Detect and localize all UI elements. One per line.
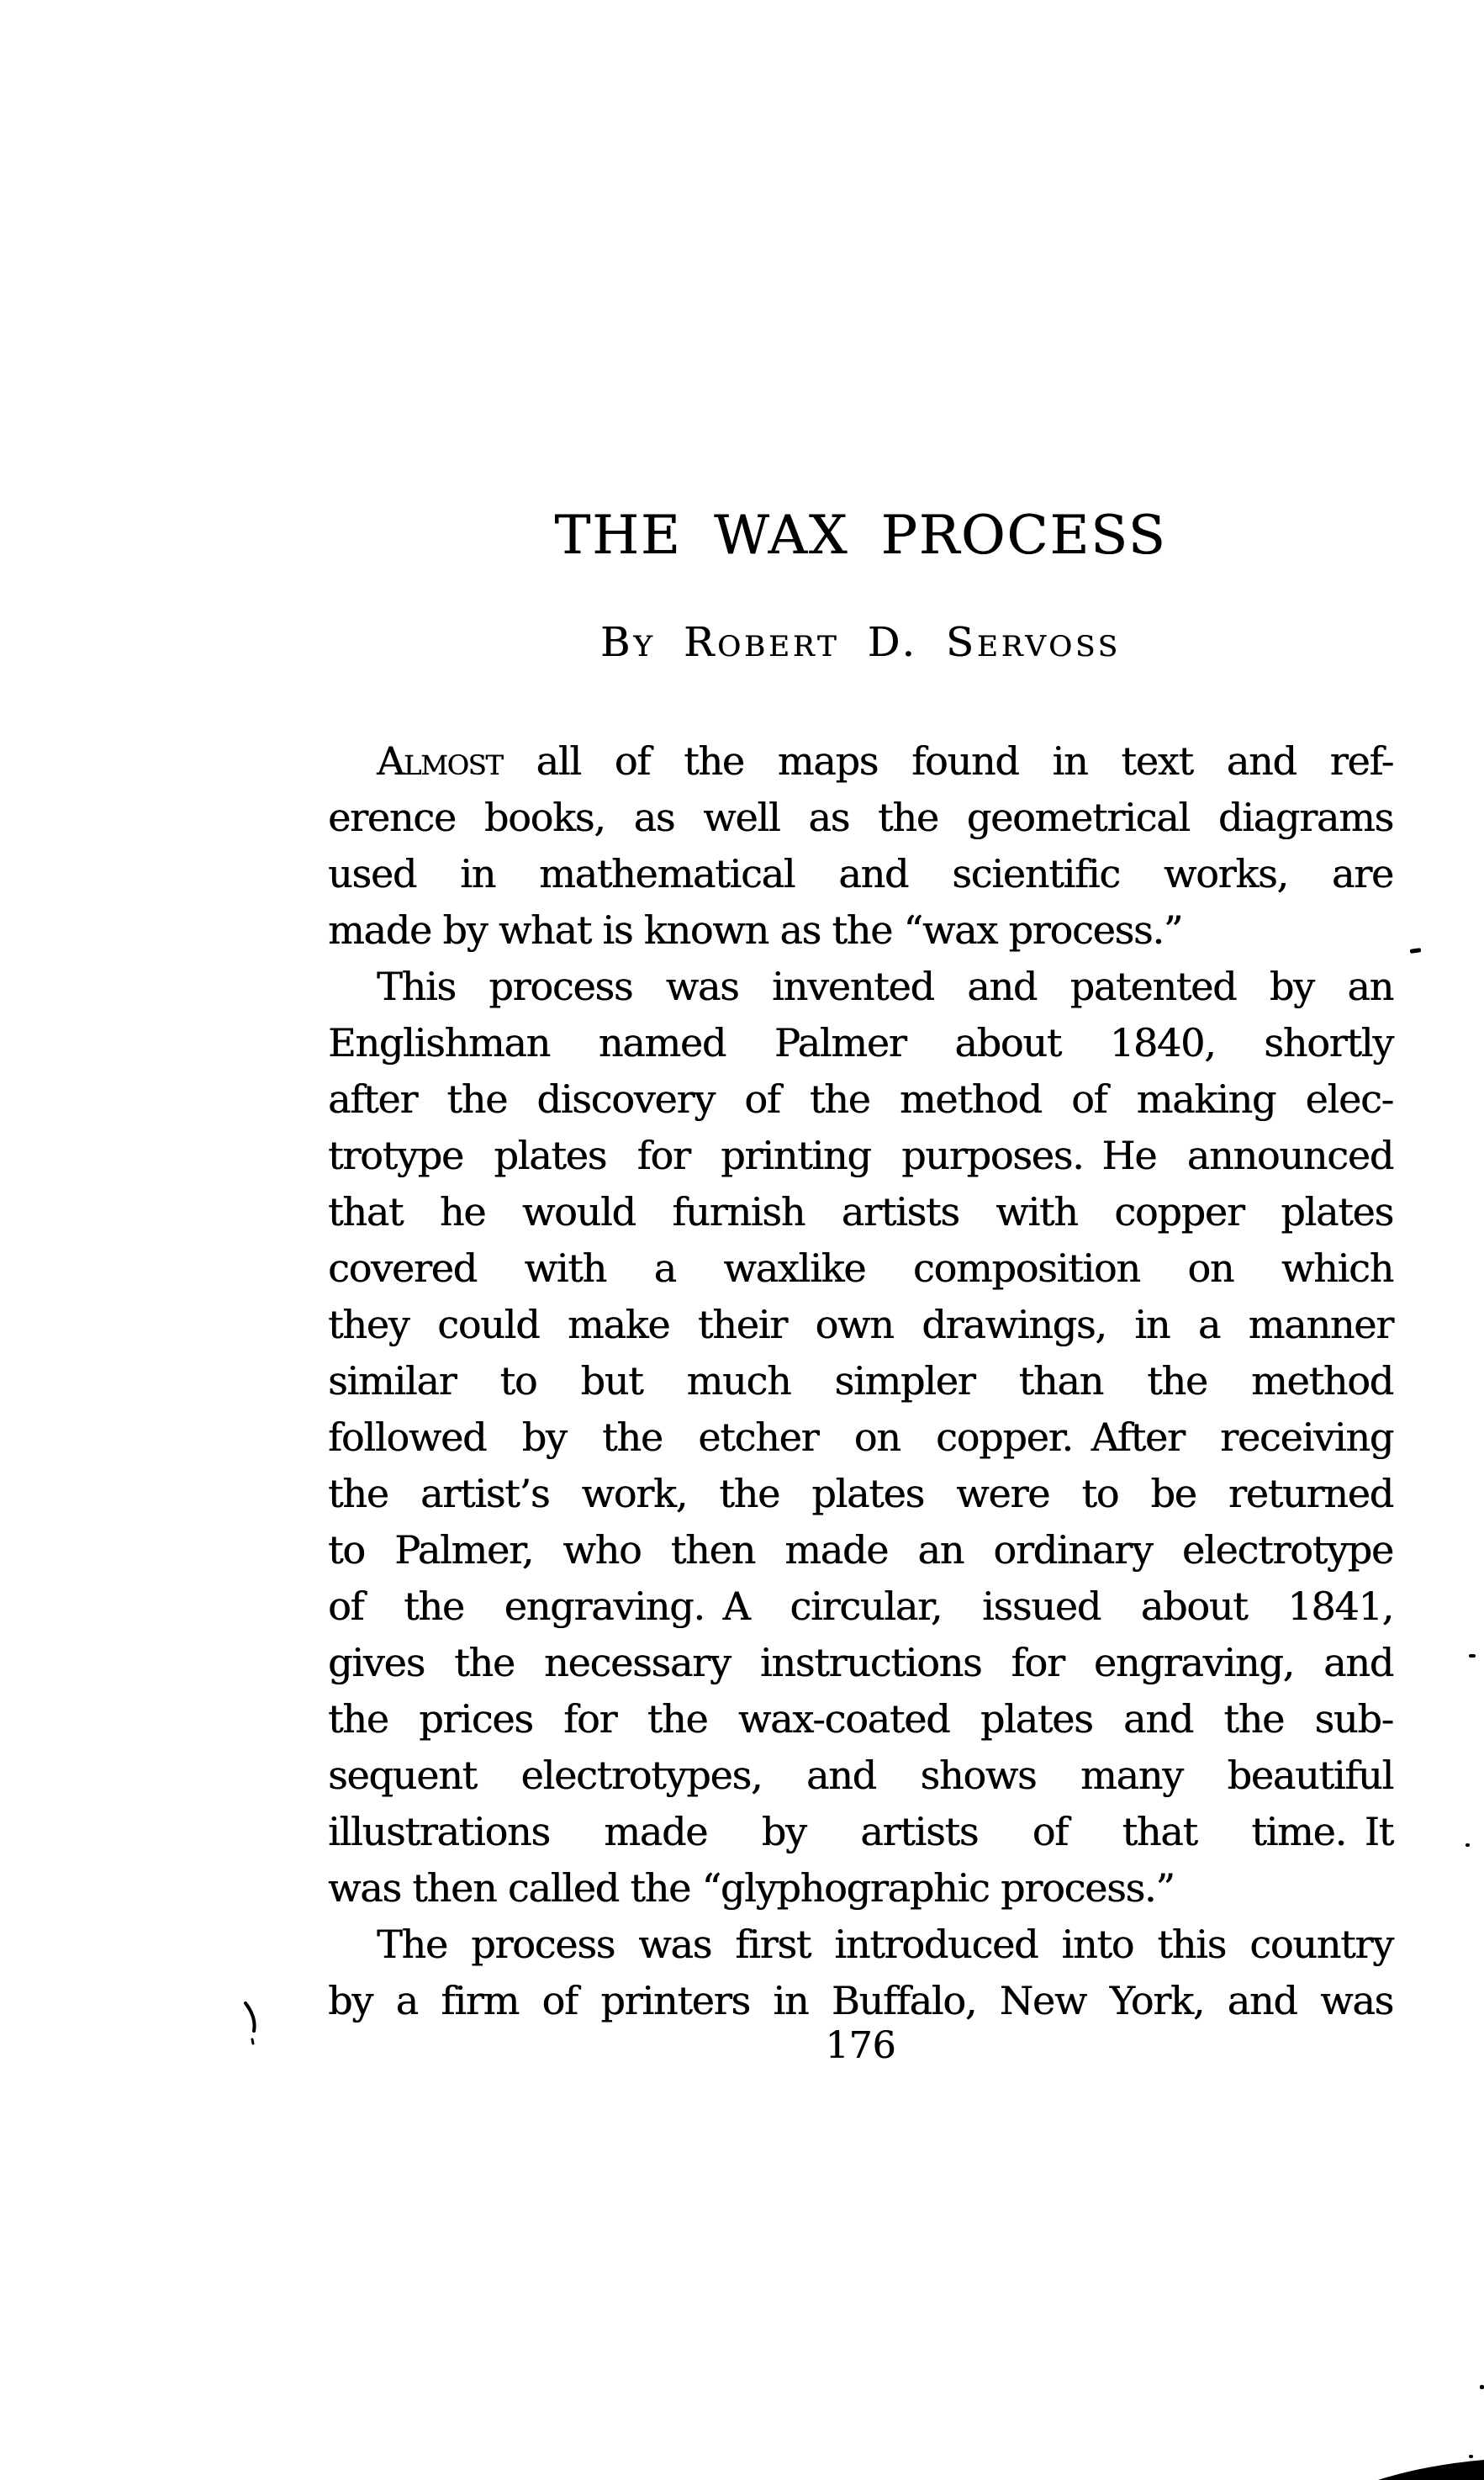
text-line: followed by the etcher on copper. After receiving (328, 1414, 1393, 1460)
text-line: The process was first introduced into this country (377, 1922, 1393, 1967)
text-line: sequent electrotypes, and shows many beautiful (328, 1753, 1393, 1798)
text-line: trotype plates for printing purposes. He announced (328, 1133, 1393, 1178)
text-line: the prices for the wax-coated plates and the sub- (328, 1696, 1393, 1742)
text-line: illustrations made by artists of that time. It (328, 1809, 1393, 1854)
text-line: to Palmer, who then made an ordinary electrotype (328, 1527, 1393, 1573)
text-line: Almost all of the maps found in text and ref- (377, 738, 1393, 784)
text-line: erence books, as well as the geometrical diagrams (328, 795, 1393, 840)
ink-speck (1469, 1654, 1476, 1658)
text-line: covered with a waxlike composition on which (328, 1245, 1393, 1291)
ink-speck (1466, 1843, 1470, 1847)
page-number: 176 (825, 2024, 896, 2067)
ink-speck (1480, 2385, 1484, 2389)
body-text (328, 733, 1393, 2029)
text-line: they could make their own drawings, in a manner (328, 1302, 1393, 1347)
text-line: used in mathematical and scientific works, are (328, 851, 1393, 896)
text-line: gives the necessary instructions for engraving, and (328, 1640, 1393, 1685)
text-line: of the engraving. A circular, issued about 1841, (328, 1584, 1393, 1629)
text-line: was then called the “glyphographic process.” (328, 1865, 1175, 1911)
page-title: THE WAX PROCESS (554, 505, 1167, 567)
scan-shadow-corner (1378, 2457, 1484, 2480)
text-line: This process was invented and patented by an (377, 964, 1393, 1009)
text-line: that he would furnish artists with copper plates (328, 1189, 1393, 1235)
handwritten-stroke-mark (243, 2001, 261, 2048)
text-line: the artist’s work, the plates were to be returned (328, 1471, 1393, 1516)
text-line: similar to but much simpler than the method (328, 1358, 1393, 1404)
text-line: after the discovery of the method of making elec- (328, 1076, 1393, 1122)
byline: By Robert D. Servoss (600, 619, 1121, 666)
ink-speck (1410, 948, 1422, 954)
text-line: by a firm of printers in Buffalo, New York, and was (328, 1978, 1393, 2023)
text-line: made by what is known as the “wax process.” (328, 907, 1183, 953)
text-line: Englishman named Palmer about 1840, shortly (328, 1020, 1393, 1066)
